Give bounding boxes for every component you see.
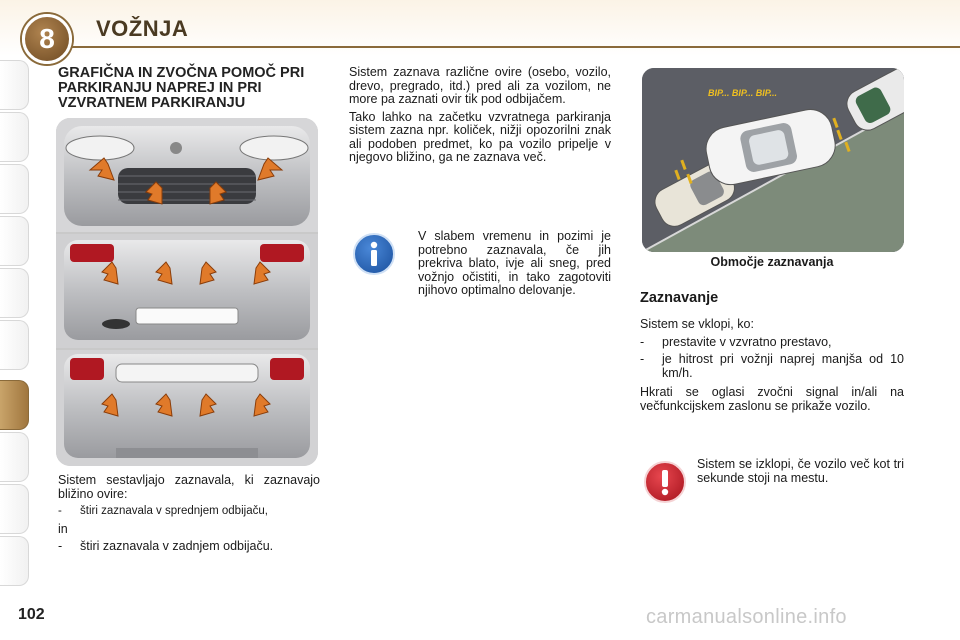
detection-subheading: Zaznavanje xyxy=(640,290,719,306)
page-number: 102 xyxy=(18,606,45,623)
exclamation-icon xyxy=(644,461,686,503)
sensor-description xyxy=(58,474,320,556)
detection-paragraph: Tako lahko na začetku vzvratnega parkiranja sistem zazna npr. količek, nižji opozorilni znak ali podoben predmet, ko pa vozilo pripelje v njegovo bližino, ga ne zaznava več. xyxy=(349,109,611,164)
car-sensors-photo xyxy=(56,118,318,466)
chapter-tab-10[interactable] xyxy=(0,536,29,586)
activation-description xyxy=(640,318,904,417)
chapter-tab-3[interactable] xyxy=(0,164,29,214)
list-connector: in xyxy=(58,521,68,536)
chapter-number-badge: 8 xyxy=(22,14,72,64)
list-item: - štiri zaznavala v zadnjem odbijaču. xyxy=(58,539,274,553)
section-title: GRAFIČNA IN ZVOČNA POMOČ PRI PARKIRANJU NAPREJ IN PRI VZVRATNEM PARKIRANJU xyxy=(58,65,305,111)
chapter-title: VOŽNJA xyxy=(96,16,189,41)
obstacle-detection-text xyxy=(349,66,611,169)
chapter-tab-4[interactable] xyxy=(0,216,29,266)
warning-note: Sistem se izklopi, če vozilo več kot tri sekunde stoji na mestu. xyxy=(697,457,904,485)
list-item: - prestavite v vzvratno prestavo, xyxy=(640,334,832,349)
watermark: carmanualsonline.info xyxy=(646,606,847,628)
chapter-tab-2[interactable] xyxy=(0,112,29,162)
detection-zone-diagram xyxy=(642,68,904,252)
activation-intro: Sistem se vklopi, ko: xyxy=(640,317,754,331)
chapter-tab-6[interactable] xyxy=(0,320,29,370)
chapter-tab-1[interactable] xyxy=(0,60,29,110)
chapter-tab-9[interactable] xyxy=(0,484,29,534)
chapter-tab-8[interactable] xyxy=(0,432,29,482)
info-icon xyxy=(353,233,395,275)
sensor-intro: Sistem sestavljajo zaznavala, ki zaznavajo bližino ovire: xyxy=(58,473,320,501)
list-item: - je hitrost pri vožnji naprej manjša od 10 km/h. xyxy=(640,352,904,380)
diagram-caption: Območje zaznavanja xyxy=(710,255,834,269)
header-divider xyxy=(60,46,960,48)
list-item: - štiri zaznavala v sprednjem odbijaču, xyxy=(58,505,268,517)
info-note: V slabem vremenu in pozimi je potrebno zaznavala, če jih prekriva blato, ivje ali sneg, pred vožnjo očistiti, in tako zagotoviti njihovo optimalno delovanje. xyxy=(418,229,611,297)
chapter-tab-5[interactable] xyxy=(0,268,29,318)
activation-paragraph: Hkrati se oglasi zvočni signal in/ali na večfunkcijskem zaslonu se prikaže vozilo. xyxy=(640,385,904,413)
beep-label: BIP... BIP... BIP... xyxy=(708,88,778,98)
detection-paragraph: Sistem zaznava različne ovire (osebo, vozilo, drevo, pregrado, itd.) pred ali za vozilom, ne more pa zaznati ovir tik pod odbijačem. xyxy=(349,65,611,106)
chapter-tab-active[interactable] xyxy=(0,380,29,430)
